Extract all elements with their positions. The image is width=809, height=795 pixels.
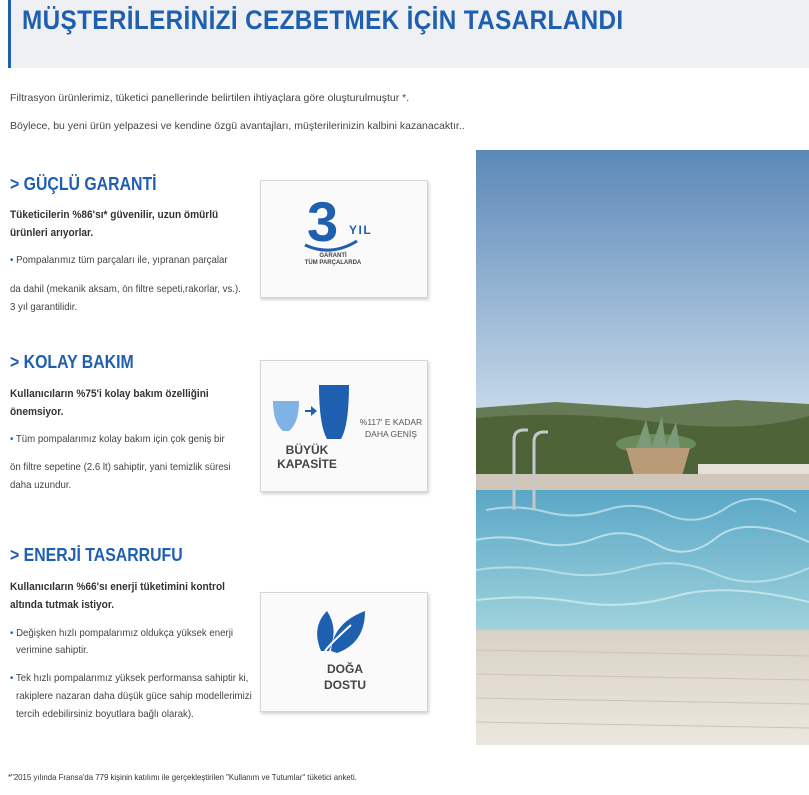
warranty-badge: [260, 180, 428, 298]
footnote: *"2015 yılında Fransa'da 779 kişinin katılımı ile gerçekleştirilen "Kullanım ve Tutumlar" tüketici anketi.: [8, 772, 357, 782]
maintenance-body-1: [10, 431, 225, 448]
warranty-body-text: Pompalarımız tüm parçaları ile, yıpranan parçalar: [16, 254, 228, 266]
warranty-lead-2: ürünleri arıyorlar.: [10, 227, 94, 239]
large-basket-icon: [319, 385, 349, 439]
energy-body-text-2: Tek hızlı pompalarımız yüksek performansa sahiptir ki,: [15, 672, 249, 684]
energy-lead-2: altında tutmak istiyor.: [10, 599, 115, 611]
warranty-number: 3: [307, 190, 339, 253]
energy-lead-1: Kullanıcıların %66'sı enerji tüketimini kontrol: [10, 581, 225, 593]
capacity-badge-graphic: [261, 361, 429, 493]
energy-body-3: [10, 670, 248, 687]
warranty-body-3: 3 yıl garantilidir.: [10, 301, 78, 313]
section-heading-energy: > ENERJİ TASARRUFU: [10, 545, 183, 565]
energy-body-4: rakiplere nazaran daha düşük güce sahip modellerimizi: [16, 690, 252, 702]
capacity-badge: [260, 360, 428, 492]
warranty-body-1: [10, 252, 228, 269]
intro-line-1: Filtrasyon ürünlerimiz, tüketici panellerinde belirtilen ihtiyaçlara göre oluşturulmuştur *.: [10, 92, 410, 104]
warranty-badge-graphic: [261, 181, 429, 299]
leaf-icon: [331, 611, 365, 653]
maintenance-lead-1: Kullanıcıların %75'i kolay bakım özelliğini: [10, 388, 209, 400]
pool-photo-illustration: [476, 150, 809, 745]
capacity-side-1: %117' E KADAR: [359, 417, 423, 427]
energy-body-2: verimine sahiptir.: [16, 644, 89, 656]
intro-line-2: Böylece, bu yeni ürün yelpazesi ve kendine özgü avantajları, müşterilerinizin kalbini kazanacaktır..: [10, 120, 465, 132]
bullet: •: [10, 672, 14, 684]
warranty-unit: YIL: [349, 223, 373, 237]
capacity-side-2: DAHA GENİŞ: [365, 429, 417, 439]
small-basket-icon: [273, 401, 299, 431]
capacity-label-1: BÜYÜK: [285, 443, 329, 457]
pool-photo: [476, 150, 809, 745]
capacity-label-2: KAPASİTE: [277, 457, 337, 471]
eco-badge-graphic: [261, 593, 429, 713]
title-accent: [8, 0, 11, 68]
warranty-sub-1: GARANTİ: [319, 253, 347, 259]
page-title: MÜŞTERİLERİNİZİ CEZBETMEK İÇİN TASARLANDI: [22, 5, 624, 35]
maintenance-body-2: ön filtre sepetine (2.6 lt) sahiptir, yani temizlik süresi: [10, 461, 231, 473]
eco-label-1: DOĞA: [327, 662, 363, 676]
energy-body-1: [10, 625, 233, 642]
eco-badge: [260, 592, 428, 712]
maintenance-body-text: Tüm pompalarımız kolay bakım için çok geniş bir: [15, 433, 225, 445]
arrow-right-icon: [305, 406, 317, 416]
maintenance-lead-2: önemsiyor.: [10, 406, 64, 418]
bullet: •: [10, 627, 14, 639]
maintenance-body-3: daha uzundur.: [10, 479, 72, 491]
section-heading-maintenance: > KOLAY BAKIM: [10, 352, 134, 372]
energy-body-5: tercih edebilirsiniz boyutlara bağlı olarak).: [16, 708, 194, 720]
warranty-sub-2: TÜM PARÇALARDA: [304, 260, 362, 266]
warranty-lead-1: Tüketicilerin %86'sı* güvenilir, uzun ömürlü: [10, 209, 219, 221]
warranty-body-2: da dahil (mekanik aksam, ön filtre sepeti,rakorlar, vs.).: [10, 283, 241, 295]
bullet: •: [10, 254, 14, 266]
eco-label-2: DOSTU: [324, 678, 366, 692]
section-heading-warranty: > GÜÇLÜ GARANTİ: [10, 174, 157, 194]
bullet: •: [10, 433, 14, 445]
title-bar: [8, 0, 809, 68]
energy-body-text: Değişken hızlı pompalarımız oldukça yüksek enerji: [16, 627, 233, 639]
